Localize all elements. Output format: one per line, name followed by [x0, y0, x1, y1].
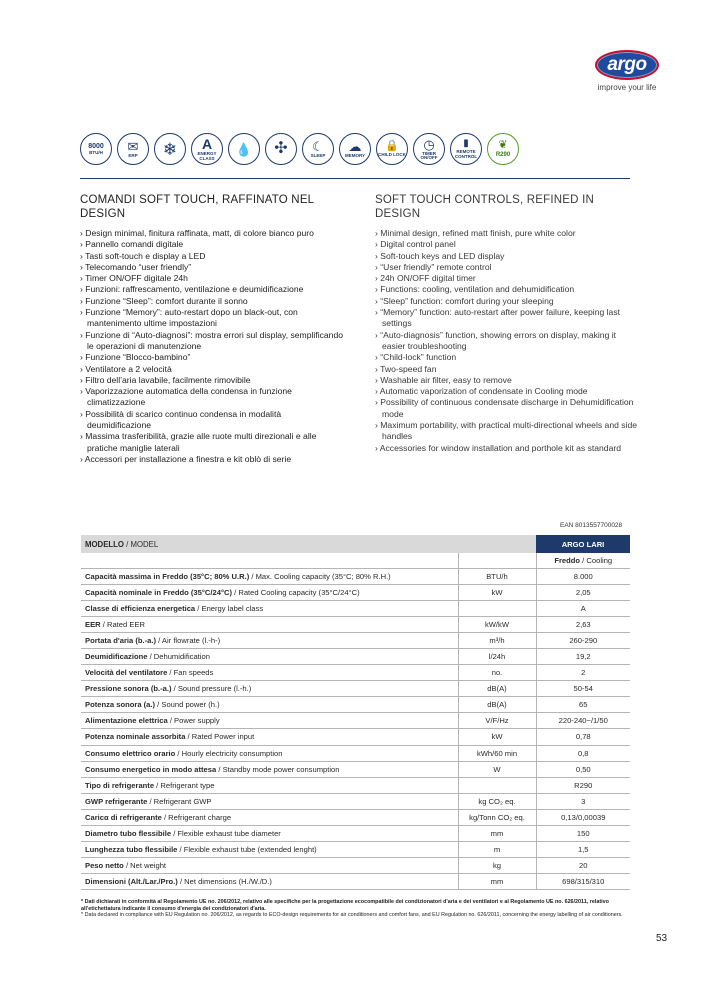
list-item: › Minimal design, refined matt finish, pure white color: [375, 228, 640, 239]
table-row: [81, 681, 630, 697]
child-lock-icon: 🔒 CHILD LOCK: [376, 133, 408, 165]
spec-unit: mm: [458, 874, 536, 890]
footnotes: [81, 899, 630, 919]
spec-value: 0,78: [536, 729, 630, 745]
spec-value: 2,05: [536, 584, 630, 600]
spec-label: Velocità del ventilatore / Fan speeds: [81, 665, 458, 681]
spec-unit: [458, 600, 536, 616]
table-row: [81, 842, 630, 858]
page-number: 53: [656, 933, 668, 944]
erp-icon: ✉ ERP: [117, 133, 149, 165]
list-item: › Functions: cooling, ventilation and dehumidification: [375, 284, 640, 295]
spec-label: Potenza nominale assorbita / Rated Power input: [81, 729, 458, 745]
mode-cell: Freddo / Cooling: [536, 553, 630, 568]
list-item: › Funzione “Sleep”: comfort durante il sonno: [80, 296, 345, 307]
list-item: › Automatic vaporization of condensate in Cooling mode: [375, 386, 640, 397]
table-row: [81, 697, 630, 713]
spec-label: Consumo elettrico orario / Hourly electricity consumption: [81, 745, 458, 761]
list-item: › Washable air filter, easy to remove: [375, 375, 640, 386]
dehumidification-icon: 💧: [228, 133, 260, 165]
list-item: › “Child-lock” function: [375, 352, 640, 363]
spec-unit: W: [458, 761, 536, 777]
spec-value: 260-290: [536, 632, 630, 648]
table-row: [81, 826, 630, 842]
feature-icons: [80, 133, 519, 165]
spec-table: [81, 535, 630, 890]
spec-value: 0,13/0,00039: [536, 809, 630, 825]
spec-label: Deumidificazione / Dehumidification: [81, 648, 458, 664]
list-item: › Timer ON/OFF digitale 24h: [80, 273, 345, 284]
list-item: › Telecomando “user friendly”: [80, 262, 345, 273]
snowflake-icon: ❄: [154, 133, 186, 165]
memory-icon: ☁ MEMORY: [339, 133, 371, 165]
table-row: [81, 858, 630, 874]
spec-value: 220-240~/1/50: [536, 713, 630, 729]
spec-unit: mm: [458, 826, 536, 842]
btu-icon: 8000 BTU/H: [80, 133, 112, 165]
spec-value: 698/315/310: [536, 874, 630, 890]
spec-unit: kg: [458, 858, 536, 874]
tagline: improve your life: [597, 83, 657, 92]
list-item: › “Auto-diagnosis” function, showing errors on display, making it easier troubleshooting: [375, 330, 640, 353]
table-row: [81, 777, 630, 793]
model-header: MODELLO / MODEL: [81, 535, 536, 553]
ean-code: EAN 8013557700028: [560, 522, 623, 529]
spec-label: Capacità massima in Freddo (35°C; 80% U.R.) / Max. Cooling capacity (35°C; 80% R.H.): [81, 568, 458, 584]
list-item: › “Sleep” function: comfort during your sleeping: [375, 296, 640, 307]
model-name: ARGO LARI: [536, 535, 630, 553]
spec-label: Pressione sonora (b.-a.) / Sound pressure (l.-h.): [81, 681, 458, 697]
spec-value: 0,50: [536, 761, 630, 777]
spec-value: 0,8: [536, 745, 630, 761]
spec-unit: m: [458, 842, 536, 858]
table-row: [81, 665, 630, 681]
list-item: › Tasti soft-touch e display a LED: [80, 251, 345, 262]
logo-text: argo: [607, 54, 647, 75]
spec-value: 150: [536, 826, 630, 842]
list-item: › Accessories for window installation and porthole kit as standard: [375, 443, 640, 454]
list-item: › Possibilità di scarico continuo condensa in modalità deumidificazione: [80, 409, 345, 432]
spec-label: Potenza sonora (a.) / Sound power (h.): [81, 697, 458, 713]
spec-unit: BTU/h: [458, 568, 536, 584]
spec-value: 19,2: [536, 648, 630, 664]
spec-unit: m³/h: [458, 632, 536, 648]
list-item: › Maximum portability, with practical multi-directional wheels and side handles: [375, 420, 640, 443]
spec-unit: dB(A): [458, 681, 536, 697]
list-item: › “Memory” function: auto-restart after power failure, keeping last settings: [375, 307, 640, 330]
table-row: [81, 713, 630, 729]
spec-unit: [458, 777, 536, 793]
fan-icon: ✣: [265, 133, 297, 165]
energy-class-icon: A ENERGY CLASS: [191, 133, 223, 165]
spec-unit: kg CO₂ eq.: [458, 793, 536, 809]
divider-top: [80, 178, 630, 179]
list-item: › Funzione di “Auto-diagnosi”: mostra errori sul display, semplificando le operazioni di manutenzione: [80, 330, 345, 353]
table-row: [81, 874, 630, 890]
footnote-it: * Dati dichiarati in conformità al Regolamento UE no. 206/2012, relativo alle specifiche per la progettazione ecocompatibile dei condizionatori d'aria e dei ventilatori e al Regolamento UE no. 626/2011, relativo all'etichettatura indicante il consumo d'energia dei condizionatori d'aria.: [81, 899, 609, 912]
spec-unit: kg/Tonn CO₂ eq.: [458, 809, 536, 825]
spec-label: GWP refrigerante / Refrigerant GWP: [81, 793, 458, 809]
features-english: [375, 193, 640, 454]
spec-unit: kW: [458, 729, 536, 745]
timer-icon: ◷ TIMER ON/OFF: [413, 133, 445, 165]
list-item: › Vaporizzazione automatica della condensa in funzione climatizzazione: [80, 386, 345, 409]
list-item: › Possibility of continuous condensate discharge in Dehumidification mode: [375, 397, 640, 420]
list-item: › Funzioni: raffrescamento, ventilazione e deumidificazione: [80, 284, 345, 295]
footnote-en: * Data declared in compliance with EU Regulation no. 206/2012, as regards to ECO-design requirements for air conditioners and comfort fans, and EU Regulation no. 626/2011, concerning the energy labelling of air conditioners.: [81, 912, 623, 919]
list-item: › 24h ON/OFF digital timer: [375, 273, 640, 284]
spec-value: 2: [536, 665, 630, 681]
spec-value: R290: [536, 777, 630, 793]
spec-label: Peso netto / Net weight: [81, 858, 458, 874]
table-row: [81, 616, 630, 632]
table-row: [81, 584, 630, 600]
spec-label: EER / Rated EER: [81, 616, 458, 632]
spec-unit: dB(A): [458, 697, 536, 713]
list-item: › Design minimal, finitura raffinata, matt, di colore bianco puro: [80, 228, 345, 239]
argo-logo: [592, 50, 662, 96]
table-row: [81, 648, 630, 664]
spec-label: Diametro tubo flessibile / Flexible exhaust tube diameter: [81, 826, 458, 842]
list-item: › Pannello comandi digitale: [80, 239, 345, 250]
list-item: › Accessori per installazione a finestra e kit oblò di serie: [80, 454, 345, 465]
spec-value: 65: [536, 697, 630, 713]
list-item: › Filtro dell’aria lavabile, facilmente rimovibile: [80, 375, 345, 386]
list-item: › “User friendly” remote control: [375, 262, 640, 273]
spec-label: Alimentazione elettrica / Power supply: [81, 713, 458, 729]
table-row: [81, 729, 630, 745]
table-row: [81, 761, 630, 777]
spec-unit: kW: [458, 584, 536, 600]
table-row: [81, 793, 630, 809]
spec-label: Classe di efficienza energetica / Energy label class: [81, 600, 458, 616]
spec-value: 2,63: [536, 616, 630, 632]
list-item: › Massima trasferibilità, grazie alle ruote multi direzionali e alle pratiche maniglie laterali: [80, 431, 345, 454]
spec-unit: kW/kW: [458, 616, 536, 632]
spec-label: Portata d'aria (b.-a.) / Air flowrate (l.-h-): [81, 632, 458, 648]
features-italian: [80, 193, 345, 465]
list-item: › Ventilatore a 2 velocità: [80, 364, 345, 375]
list-item: › Funzione “Memory”: auto-restart dopo un black-out, con mantenimento ultime impostazioni: [80, 307, 345, 330]
table-header-row: [81, 535, 630, 553]
spec-label: Lunghezza tubo flessibile / Flexible exhaust tube (extended lenght): [81, 842, 458, 858]
r290-icon: ❦ R290: [487, 133, 519, 165]
spec-label: Dimensioni (Alt./Lar./Pro.) / Net dimensions (H./W./D.): [81, 874, 458, 890]
remote-control-icon: ▮ REMOTE CONTROL: [450, 133, 482, 165]
spec-label: Caricα di refrigerante / Refrigerant charge: [81, 809, 458, 825]
spec-value: 8.000: [536, 568, 630, 584]
spec-unit: V/F/Hz: [458, 713, 536, 729]
spec-value: 1,5: [536, 842, 630, 858]
sleep-icon: ☾ SLEEP: [302, 133, 334, 165]
spec-label: Capacità nominale in Freddo (35°C/24°C) / Rated Cooling capacity (35°C/24°C): [81, 584, 458, 600]
table-row: [81, 568, 630, 584]
features-it-title: COMANDI SOFT TOUCH, RAFFINATO NEL DESIGN: [80, 194, 314, 220]
spec-value: A: [536, 600, 630, 616]
spec-value: 3: [536, 793, 630, 809]
table-row: [81, 600, 630, 616]
spec-label: Tipo di refrigerante / Refrigerant type: [81, 777, 458, 793]
spec-value: 50-54: [536, 681, 630, 697]
spec-unit: l/24h: [458, 648, 536, 664]
spec-value: 20: [536, 858, 630, 874]
list-item: › Digital control panel: [375, 239, 640, 250]
table-row: [81, 809, 630, 825]
list-item: › Funzione “Blocco-bambino”: [80, 352, 345, 363]
list-item: › Soft-touch keys and LED display: [375, 251, 640, 262]
spec-unit: no.: [458, 665, 536, 681]
spec-unit: kWh/60 min: [458, 745, 536, 761]
table-row: [81, 745, 630, 761]
spec-label: Consumo energetico in modo attesa / Standby mode power consumption: [81, 761, 458, 777]
table-row: [81, 632, 630, 648]
mode-row: [81, 553, 630, 568]
features-en-title: SOFT TOUCH CONTROLS, REFINED IN DESIGN: [375, 194, 594, 220]
list-item: › Two-speed fan: [375, 364, 640, 375]
